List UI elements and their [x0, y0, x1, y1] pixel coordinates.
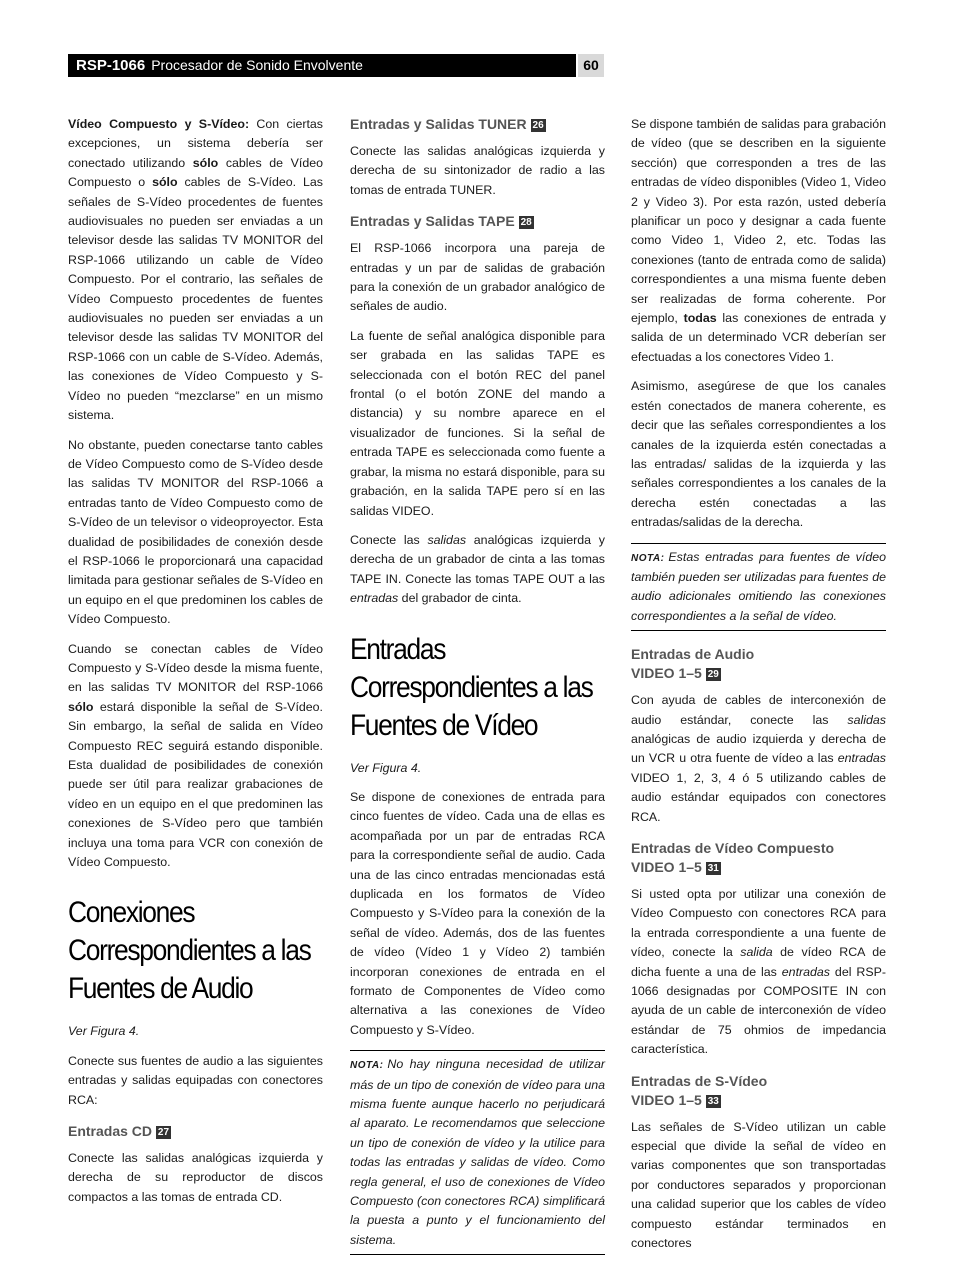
header-subtitle: Procesador de Sonido Envolvente: [151, 57, 363, 73]
callout-number: 27: [157, 1127, 170, 1139]
column-1: [68, 115, 323, 1217]
paragraph: Vídeo Compuesto y S-Vídeo: Con ciertas excepciones, un sistema debería ser conectado utilizando sólo cables de Vídeo Compuesto o sólo cables de S-Vídeo. Las señales de S-Vídeo procedentes de fuentes audiovisuales no pueden ser enviadas a un televisor desde las salidas TV MONITOR del RSP-1066 utilizando un cable de Vídeo Compuesto. Por el contrario, las señales de Vídeo Compuesto procedentes de fuentes audiovisuales no pueden ser enviadas a un televisor desde las salidas TV MONITOR del RSP-1066 con un cable de S-Vídeo. Además, las conexiones de Vídeo Compuesto y S-Vídeo no pueden “mezclarse” en un mismo sistema.: [68, 117, 323, 423]
paragraph: La fuente de señal analógica disponible para ser grabada en las salidas TAPE es seleccionada con el botón REC del panel frontal (o el botón ZONE del mando a distancia) y su nombre aparece en el visualizador de funciones. Si la señal de entrada TAPE es seleccionada como fuente a grabar, la misma no estará disponible, para su grabación, en la salida TAPE pero sí en las salidas VIDEO.: [350, 328, 605, 518]
subheading-composite-video: Entradas de Vídeo Compuesto VIDEO 1–5 31: [631, 840, 835, 875]
subheading-s-video: Entradas de S-Vídeo VIDEO 1–5 33: [631, 1072, 768, 1108]
figure-reference: Ver Figura 4.: [350, 760, 422, 775]
note-label: NOTA:: [631, 552, 665, 564]
note-box: [350, 1050, 605, 1255]
callout-number: 33: [707, 1095, 719, 1107]
page-number: 60: [578, 54, 604, 77]
column-2: [350, 115, 605, 1269]
subheading-tape: Entradas y Salidas TAPE 28: [350, 213, 532, 230]
paragraph: Se dispone de conexiones de entrada para cinco fuentes de vídeo. Cada una de ellas es acompañada por un par de entradas RCA para la correspondiente señal de audio. Cada una de las cinco entradas mencionadas está duplicada en los formatos de Vídeo Compuesto y S-Vídeo para la conexión de la señal de vídeo. Además, dos de las fuentes de vídeo (Vídeo 1 y Vídeo 2) también incorporan conexiones de entrada en el formato de Componentes de Vídeo como alternativa a las conexiones de Vídeo Compuesto y S-Vídeo.: [350, 789, 605, 1037]
subheading-tuner: Entradas y Salidas TUNER 26: [350, 116, 544, 132]
callout-number: 28: [520, 217, 532, 229]
note-label: NOTA:: [350, 1060, 384, 1072]
paragraph: Las señales de S-Vídeo utilizan un cable especial que divide la señal de vídeo en varias componentes que son transportadas por conductores separados y proporcionan una calidad superior que los cables de vídeo compuesto estándar terminados en conectores: [631, 1119, 886, 1251]
paragraph: No obstante, pueden conectarse tanto cables de Vídeo Compuesto como de S-Vídeo desde las salidas TV MONITOR del RSP-1066 a entradas tanto de Vídeo Compuesto como de S-Vídeo de un televisor o videoproyector. Esta dualidad de posibilidades de conexión desde el RSP-1066 le proporcionará una capacidad limitada para gestionar señales de S-Vídeo en un equipo en el que predominen los cables de Vídeo Compuesto.: [68, 437, 323, 627]
paragraph: Asimismo, asegúrese de que los canales estén conectados de manera coherente, es decir que las señales correspondientes a los canales de la izquierda estén conectadas a las entradas/ salidas de la izquierda y las señales correspondientes a los canales de la derecha estén conectadas a las entradas/salidas de la derecha.: [631, 379, 886, 530]
paragraph: Con ayuda de cables de interconexión de audio estándar, conecte las salidas analógicas de audio izquierda y derecha de un VCR u otra fuente de vídeo a las entradas VIDEO 1, 2, 3, 4 ó 5 utilizando cables de audio estándar equipados con conectores RCA.: [631, 693, 886, 824]
column-3: [631, 115, 886, 1264]
note-text: No hay ninguna necesidad de utilizar más de un tipo de conexión de vídeo para una misma fuente aunque hacerlo no perjudicará al aparato. Le recomendamos que seleccione un tipo de conexión de vídeo y la utilice para todas las entradas y salidas de vídeo. Como regla general, el uso de conexiones de Vídeo Compuesto (con conectores RCA) simplificará la puesta a punto y el funcionamiento del sistema.: [350, 1057, 605, 1247]
paragraph: Se dispone también de salidas para grabación de vídeo (que se describen en la siguiente sección) que corresponden a tres de las entradas de vídeo disponibles (Video 1, Video 2 y Video 3). Por esta razón, usted debería planificar un poco y designar a cada fuente como Video 1, Video 2, etc. Todas las conexiones (tanto de entrada como de salida) correspondientes a una misma fuente deben ser realizadas de forma coherente. Por ejemplo, todas las conexiones de entrada y salida de un determinado VCR deberían ser efectuadas a los conectores Video 1.: [631, 117, 886, 364]
header-model: RSP-1066: [76, 57, 146, 74]
section-heading-video: Entradas Correspondientes a las Fuentes de Vídeo: [350, 632, 593, 742]
lead-term: Vídeo Compuesto y S-Vídeo:: [68, 117, 250, 131]
paragraph: Conecte las salidas analógicas izquierda y derecha de su reproductor de discos compactos a las tomas de entrada CD.: [68, 1151, 323, 1204]
note-box: [631, 543, 886, 632]
note-text: Estas entradas para fuentes de vídeo también pueden ser utilizadas para fuentes de audio adicionales omitiendo las conexiones correspondientes a la señal de vídeo.: [631, 549, 886, 623]
section-heading-audio: Conexiones Correspondientes a las Fuentes de Audio: [68, 896, 311, 1006]
paragraph: Conecte las salidas analógicas izquierda y derecha de su sintonizador de radio a las tomas de entrada TUNER.: [350, 144, 605, 197]
paragraph: Si usted opta por utilizar una conexión de Vídeo Compuesto con conectores RCA para la entrada correspondiente a una fuente de vídeo, conecte la salida de vídeo RCA de dicha fuente a una de las entradas del RSP-1066 designadas por COMPOSITE IN con ayuda de un cable de interconexión de vídeo estándar de 75 ohmios de impedancia característica.: [631, 887, 887, 1057]
header-title: [76, 55, 363, 76]
figure-reference: Ver Figura 4.: [68, 1024, 140, 1039]
paragraph: El RSP-1066 incorpora una pareja de entradas y un par de salidas de grabación para la conexión de un grabador analógico de señales de audio.: [350, 241, 605, 314]
paragraph: Cuando se conectan cables de Vídeo Compuesto y S-Vídeo desde la misma fuente, en las salidas TV MONITOR del RSP-1066 sólo estará disponible la señal de S-Vídeo. Sin embargo, la señal de salida en Vídeo Compuesto REC seguirá estando disponible. Esta dualidad de posibilidades de conexión puede ser útil para realizar grabaciones de vídeo en un equipo en el que predominen las conexiones de S-Vídeo pero que también incluya una toma para VCR con conexión de Vídeo Compuesto.: [68, 641, 323, 870]
subheading-audio-video: Entradas de Audio VIDEO 1–5 29: [631, 646, 755, 682]
callout-number: 31: [707, 863, 719, 874]
callout-number: 26: [532, 120, 544, 131]
paragraph: Conecte las salidas analógicas izquierda y derecha de un grabador de cinta a las tomas TAPE IN. Conecte las tomas TAPE OUT a las entradas del grabador de cinta.: [350, 532, 605, 606]
paragraph: Conecte sus fuentes de audio a las siguientes entradas y salidas equipadas con conectores RCA:: [68, 1053, 323, 1107]
subheading-cd: Entradas CD 27: [68, 1123, 170, 1140]
callout-number: 29: [707, 669, 719, 681]
